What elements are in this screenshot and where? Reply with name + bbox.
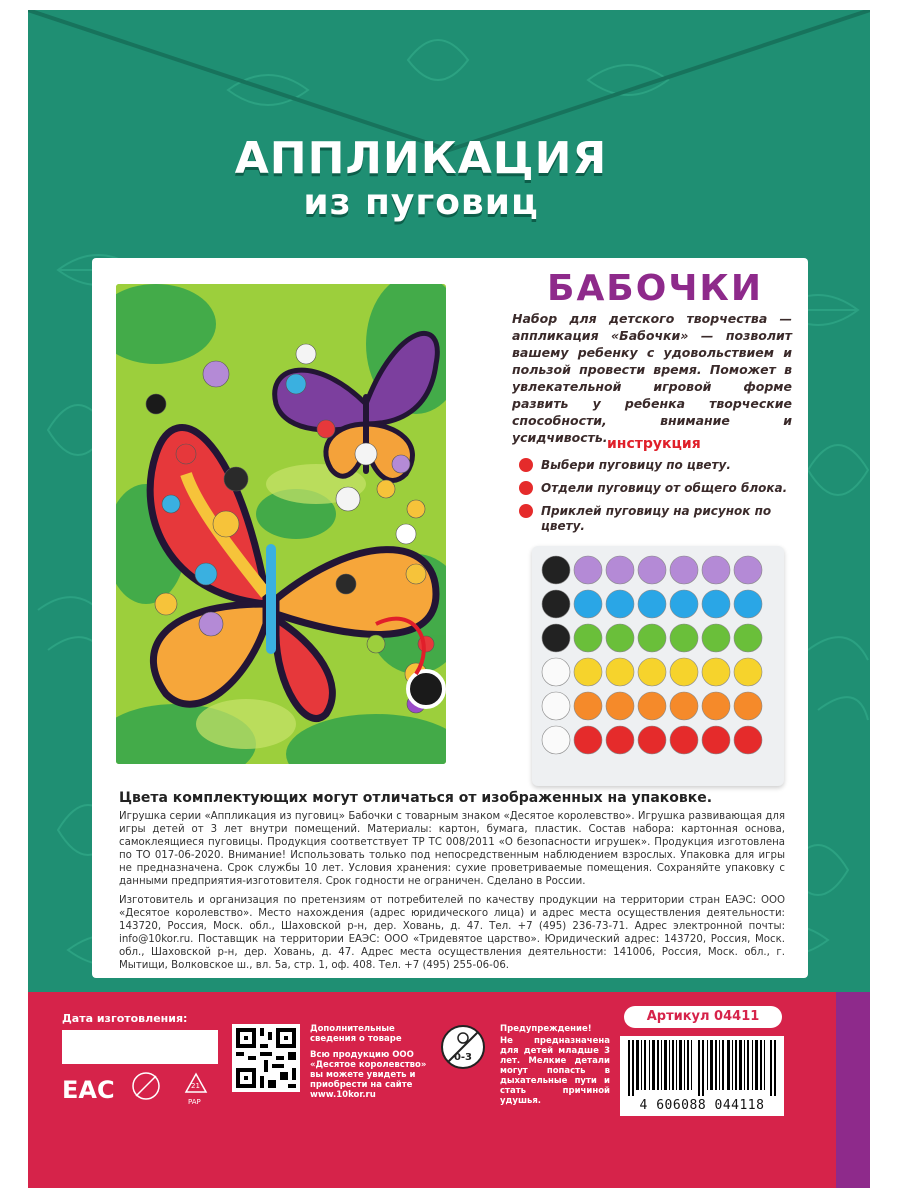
instruction-step bbox=[517, 458, 797, 473]
manufacture-date-label: Дата изготовления: bbox=[62, 1012, 188, 1025]
instructions-list bbox=[517, 458, 797, 542]
product-name: БАБОЧКИ bbox=[547, 268, 763, 309]
instructions-heading: инструкция bbox=[607, 436, 701, 452]
warning-heading: Предупреждение! bbox=[500, 1024, 592, 1034]
warning-text: Не предназначена для детей младше 3 лет. Мелкие детали могут попасть в дыхательные пути и стать причиной удушья. bbox=[500, 1036, 610, 1106]
manufacturer-legal-text: Изготовитель и организация по претензиям от потребителей по качеству продукции на территории стран ЕАЭС: ООО «Десятое королевство». Место нахождения (адрес юридического лица) и адрес места осуществления деятельности: 143720, Россия, Моск. обл., Шаховской р-н, дер. Ховань, д. 47. Тел. +7 (495) 236-73-71. Адрес электронной почты: info@10kor.ru. Поставщик на территории ЕАЭС: ООО «Тридевятое царство». Юридический адрес: 143720, Россия, Моск. обл., Шаховской р-н, дер. Ховань, д. 47. Адрес места осуществления деятельности: 141006, Россия, Моск. обл., г. Мытищи, Волковское ш., вл. 5а, стр. 1, оф. 408. Тел. +7 (495) 255-06-06. bbox=[119, 895, 785, 971]
info-card bbox=[92, 258, 808, 978]
title-line-2: из пуговиц bbox=[303, 182, 539, 223]
not-food-icon bbox=[133, 1073, 159, 1099]
instruction-step bbox=[517, 481, 797, 496]
red-button-bullet-icon bbox=[519, 504, 533, 518]
certification-marks bbox=[62, 1064, 222, 1108]
red-button-bullet-icon bbox=[519, 458, 533, 472]
sku-badge: Артикул 04411 bbox=[624, 1006, 782, 1028]
button-palette bbox=[532, 546, 784, 786]
instruction-text: Приклей пуговицу на рисунок по цвету. bbox=[541, 504, 772, 533]
instruction-step bbox=[517, 504, 797, 534]
recycle-code: 21 bbox=[191, 1082, 200, 1090]
eac-mark-icon: EAC bbox=[62, 1076, 115, 1104]
brand-title bbox=[0, 135, 842, 223]
instruction-text: Отдели пуговицу от общего блока. bbox=[541, 481, 788, 495]
product-legal-text: Игрушка серии «Аппликация из пуговиц» Бабочки с товарным знаком «Десятое королевство». Игрушка развивающая для игры детей от 3 лет внутри помещений. Материалы: картон, бумага, пластик. Состав набора: картонная основа, самоклеящиеся пуговицы. Продукция соответствует ТР ТС 008/2011 «О безопасности игрушек». Продукция изготовлена по ТО 017-06-2020. Внимание! Использовать только под непосредственным наблюдением взрослых. Упаковка для игры не предназначена. Срок службы 10 лет. Условия хранения: сухие проветриваемые помещения. Сохраняйте упаковку с данными предприятия-изготовителя. Срок годности не ограничен. Сделано в России. bbox=[119, 811, 785, 887]
red-button-bullet-icon bbox=[519, 481, 533, 495]
qr-code-icon[interactable] bbox=[232, 1024, 300, 1092]
title-line-1: АППЛИКАЦИЯ bbox=[234, 133, 608, 184]
barcode-digits: 4 606088 044118 bbox=[639, 1098, 765, 1113]
not-for-children-0-3-icon bbox=[440, 1024, 486, 1070]
product-description: Набор для детского творчества — аппликация «Бабочки» — позволит вашему ребенку с удовольствием и пользой провести время. Поможет в увлекательной игровой форме развить у ребенка творческие способности, внимание и усидчивость. bbox=[512, 311, 792, 445]
manufacture-date-box bbox=[62, 1030, 218, 1064]
color-notice: Цвета комплектующих могут отличаться от изображенных на упаковке. bbox=[119, 790, 713, 806]
extra-info-text: Дополнительные сведения о товаре bbox=[310, 1024, 402, 1044]
barcode-icon[interactable] bbox=[620, 1036, 784, 1116]
purple-stripe bbox=[836, 992, 870, 1188]
butterflies-illustration bbox=[116, 284, 446, 764]
instruction-text: Выбери пуговицу по цвету. bbox=[541, 458, 731, 472]
age-label: 0-3 bbox=[453, 1052, 473, 1063]
recycle-label: PAP bbox=[188, 1098, 201, 1106]
website-info-text: Всю продукцию ООО «Десятое королевство» вы можете увидеть и приобрести на сайте www.10kor.ru bbox=[310, 1050, 427, 1100]
